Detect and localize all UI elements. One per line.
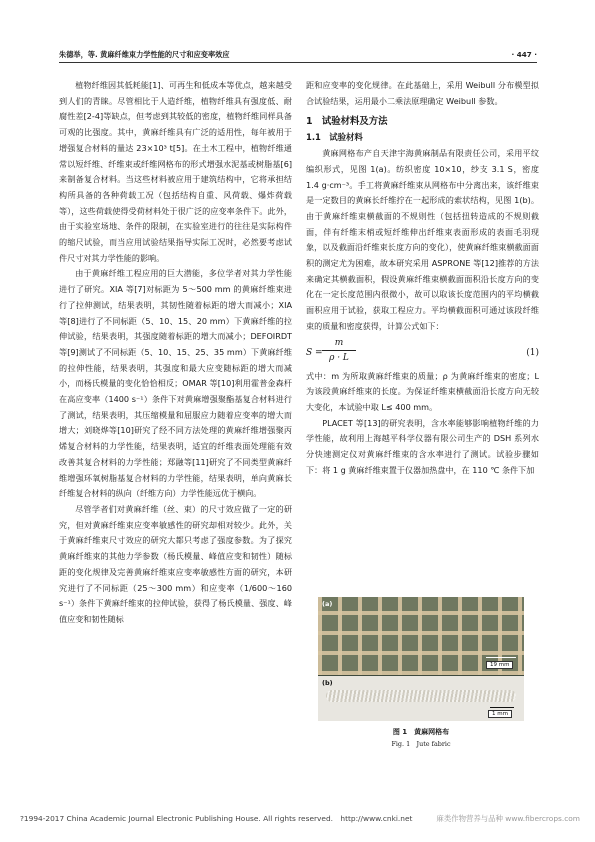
fiber-bundle-image bbox=[326, 690, 516, 702]
page-number: · 447 · bbox=[511, 50, 537, 59]
intro-paragraph-1: 植物纤维因其低耗能[1]、可再生和低成本等优点，越来越受到人们的青睐。尽管相比于人造纤维，植物纤维具有强度低、耐腐性差[2-4]等缺点，但考虑到其较低的密度，植物纤维同样具备可观的比强度。其中，黄麻纤维具有广泛的适用性，每年被用于增强复合材料的量达 23×10³ t[5]。在土木工程中，植物纤维通常以短纤维、纤维束或纤维网格布的形式增强水泥基或树脂基[6]来制备复合材料。当这些材料被应用于建筑结构中，它将承担结构所具备的各种荷载工况（包括结构自重、风荷载、爆炸荷载等），这些荷载使得受荷材料处于很广泛的应变率条件下。此外，由于实验室场地、条件的限制，在实验室进行的往往是实际构件的缩尺试验，而当应用试验结果指导实际工况时，必然要考虑试件尺寸对其力学性能的影响。 bbox=[59, 80, 292, 263]
right-column bbox=[306, 78, 539, 478]
moisture-paragraph: PLACET 等[13]的研究表明，含水率能够影响植物纤维的力学性能，故利用上海越平科学仪器有限公司生产的 DSH 系列水分快速测定仪对黄麻纤维束的含水率进行了测试。试验步骤如下：将 1 g 黄麻纤维束置于仪器加热盘中，在 110 ℃ 条件下加 bbox=[306, 417, 539, 475]
section-title: 1 试验材料及方法 bbox=[306, 116, 388, 128]
equation-lhs: S = bbox=[306, 347, 323, 358]
materials-paragraph: 黄麻网格布产自天津宇海黄麻制品有限责任公司，采用平纹编织形式，见图 1(a)。纺织密度 10×10，纱支 3.1 S，密度 1.4 g·cm⁻³。手工将黄麻纤维束从网格布中分离出来，该纤维束是一定数目的黄麻长纤维拧在一起形成的索状结构，见图 1(b)。由于黄麻纤维束横截面的不规则性（包括扭转造成的不规则截面，伴有纤维末梢或短纤维伸出纤维束表面形成的表面毛羽现象，以及截面沿纤维束长度方向的变化），使黄麻纤维束横截面面积的测定尤为困难，故本研究采用 ASPRONE 等[12]推荐的方法来确定其横截面积，假设黄麻纤维束横截面面积沿长度方向的变化在一定长度范围内很微小，故可以取该长度范围内的平均横截面积应用于试验，获取工程应力。平均横截面积可通过该段纤维束的质量和密度获得，计算公式如下： bbox=[306, 148, 539, 331]
scale-bar-b bbox=[490, 707, 514, 708]
equation-denominator: ρ · L bbox=[329, 352, 349, 363]
figure-caption-cn: 图 1 黄麻网格布 bbox=[392, 728, 450, 736]
panel-label-a: (a) bbox=[322, 600, 333, 608]
figure-caption-en: Fig. 1 Jute fabric bbox=[391, 740, 451, 748]
fraction-bar bbox=[322, 350, 356, 351]
watermark-text: 麻类作物营养与品种 www.fibercrops.com bbox=[436, 814, 580, 823]
formula-explanation: 式中：m 为所取黄麻纤维束的质量；ρ 为黄麻纤维束的密度；L 为该段黄麻纤维束的长度。为保证纤维束横截面沿长度方向无较大变化，本试验中取 L≤ 400 mm。 bbox=[306, 370, 539, 412]
scale-label-a: 19 mm bbox=[486, 661, 513, 669]
running-title: 朱德举，等. 黄麻纤维束力学性能的尺寸和应变率效应 bbox=[59, 50, 230, 59]
scale-label-b: 1 mm bbox=[488, 710, 512, 718]
copyright-notice: ?1994-2017 China Academic Journal Electronic Publishing House. All rights reserved. http://www.cnki.net bbox=[20, 814, 413, 823]
left-column bbox=[59, 78, 292, 628]
intro-paragraph-2: 由于黄麻纤维工程应用的巨大潜能，多位学者对其力学性能进行了研究。XIA 等[7]对标距为 5～500 mm 的黄麻纤维束进行了拉伸测试，结果表明，其韧性随着标距的增大而减小；XIA 等[8]进行了不同标距（5、10、15、20 mm）下黄麻纤维的拉伸试验，结果表明，其强度随着标距的增大而减小；DEFOIRDT 等[9]测试了不同标距（5、10、15、25、35 mm）下黄麻纤维的拉伸性能，结果表明，其强度和最大应变随标距的增大而减小，而杨氏模量的变化恰恰相反；OMAR 等[10]利用霍普金森杆在高应变率（1400 s⁻¹）条件下对黄麻增强聚酯基复合材料进行了测试，结果表明，其压缩模量和屈服应力随着应变率的增大而增大；刘晓烨等[10]研究了经不同方法处理的黄麻纤维增强聚丙烯复合材料的力学性能，结果表明，适宜的纤维表面处理能有效改善其复合材料的力学性能；郑融等[11]研究了不同类型黄麻纤维增强环氧树脂基复合材料的力学性能，结果表明，单向黄麻长纤维复合材料的纵向（纤维方向）力学性能远优于横向。 bbox=[59, 268, 292, 499]
equation-number: (1) bbox=[526, 347, 539, 358]
jute-fabric-photo bbox=[318, 597, 524, 721]
subsection-title: 1.1 试验材料 bbox=[306, 132, 363, 143]
panel-label-b: (b) bbox=[322, 679, 333, 687]
equation-numerator: m bbox=[334, 337, 344, 348]
scale-bar-a bbox=[486, 657, 516, 658]
page-footer bbox=[20, 813, 580, 824]
figure-1 bbox=[318, 597, 524, 721]
equation-fraction bbox=[322, 337, 356, 364]
equation-1 bbox=[306, 337, 539, 367]
intro-paragraph-3: 尽管学者们对黄麻纤维（丝、束）的尺寸效应做了一定的研究，但对黄麻纤维束应变率敏感性的研究却相对较少。此外，关于黄麻纤维束尺寸效应的研究大都只考虑了强度参数。为了探究黄麻纤维束的其他力学参数（杨氏模量、峰值应变和韧性）随标距的变化规律及完善黄麻纤维束应变率敏感性方面的研究，本研究进行了不同标距（25～300 mm）和应变率（1/600～160 s⁻¹）条件下黄麻纤维束的拉伸试验，获得了杨氏模量、强度、峰值应变和韧性随标 bbox=[59, 503, 292, 624]
intro-paragraph-continued: 距和应变率的变化规律。在此基础上，采用 Weibull 分布模型拟合试验结果，运用最小二乘法原理确定 Weibull 参数。 bbox=[306, 80, 539, 106]
header-rule bbox=[59, 62, 537, 63]
